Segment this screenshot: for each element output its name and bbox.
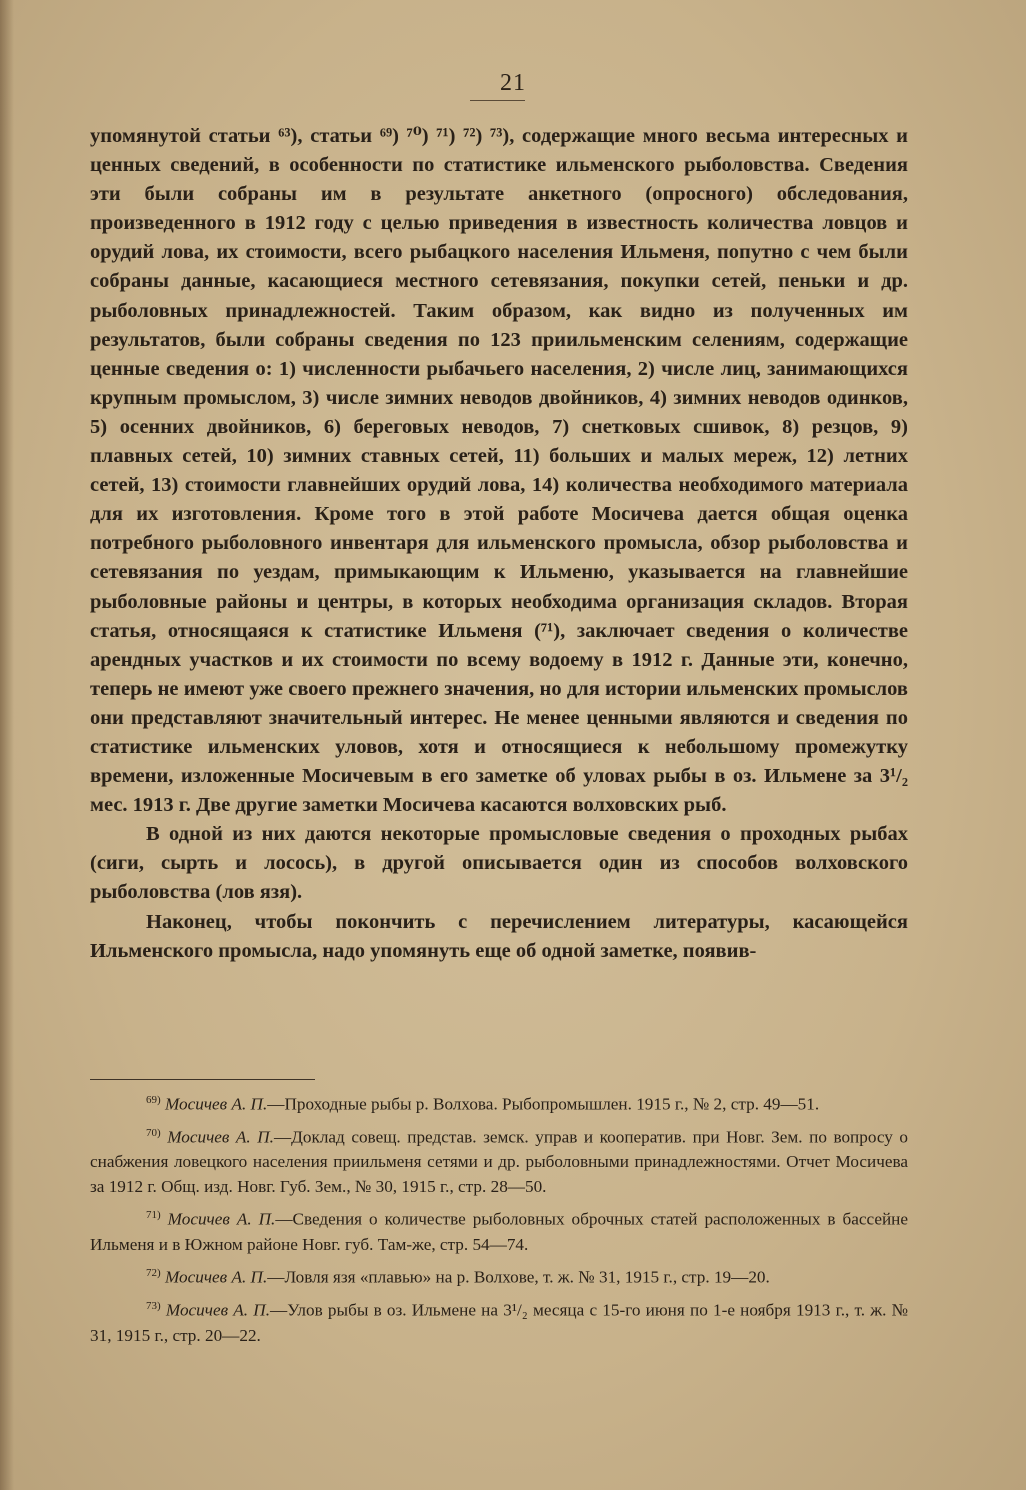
footnote-author: Мосичев А. П. bbox=[165, 1300, 271, 1320]
footnote-author: Мосичев А. П. bbox=[164, 1094, 268, 1114]
footnote-72 bbox=[90, 1261, 908, 1290]
page-number-underline bbox=[470, 100, 525, 101]
footnote-69 bbox=[90, 1088, 908, 1117]
footnote-separator bbox=[90, 1079, 315, 1080]
footnote-number: 71) bbox=[146, 1209, 161, 1222]
footnote-text: —Ловля язя «плавью» на р. Волхове, т. ж. № 31, 1915 г., стр. 19—20. bbox=[267, 1267, 770, 1287]
footnote-text: —Доклад совещ. представ. земск. управ и кооператив. при Новг. Зем. по вопросу о снабжения ловецкого населения приильменя сетями и др. рыболовными принадлежностями. Отчет Мосичева за 1912 г. Общ. изд. Новг. Губ. Зем., № 30, 1915 г., стр. 28—50. bbox=[90, 1127, 908, 1197]
footnote-author: Мосичев А. П. bbox=[167, 1210, 276, 1230]
page-edge-shadow bbox=[0, 0, 14, 1490]
footnote-author: Мосичев А. П. bbox=[167, 1127, 274, 1147]
footnote-number: 69) bbox=[146, 1094, 161, 1106]
main-text bbox=[90, 122, 908, 966]
footnote-number: 72) bbox=[146, 1267, 161, 1280]
footnote-text: —Улов рыбы в оз. Ильмене на 3¹/₂ месяца с 15-го июня по 1-е ноября 1913 г., т. ж. № 31, 1915 г., стр. 20—22. bbox=[90, 1300, 909, 1345]
paragraph-2: В одной из них даются некоторые промысловые сведения о проходных рыбах (сиги, сырть и лосось), в другой описывается один из способов волховского рыболовства (лов язя). bbox=[90, 823, 908, 904]
paragraph-3: Наконец, чтобы покончить с перечислением литературы, касающейся Ильменского промысла, надо упомянуть еще об одной заметке, появив- bbox=[90, 910, 908, 962]
footnote-text: —Проходные рыбы р. Волхова. Рыбопромышлен. 1915 г., № 2, стр. 49—51. bbox=[267, 1094, 820, 1114]
footnote-author: Мосичев А. П. bbox=[164, 1267, 268, 1287]
footnote-70 bbox=[90, 1121, 908, 1200]
footnote-text: —Сведения о количестве рыболовных оброчных статей расположенных в бассейне Ильменя и в Южном районе Новг. губ. Там-же, стр. 54—74. bbox=[90, 1210, 909, 1255]
footnotes bbox=[90, 1088, 908, 1352]
page-number: 21 bbox=[500, 70, 526, 96]
footnote-71 bbox=[90, 1203, 908, 1257]
footnote-number: 73) bbox=[146, 1299, 161, 1312]
footnote-73 bbox=[90, 1294, 908, 1348]
footnote-number: 70) bbox=[146, 1126, 161, 1139]
paragraph-1: упомянутой статьи ⁶³), статьи ⁶⁹) ⁷⁰) ⁷¹) ⁷²) ⁷³), содержащие много весьма интересных и ценных сведений, в особенности по статистике ильменского рыболовства. Сведения эти были собраны им в результате анкетного (опросного) обследования, произведенного в 1912 году с целью приведения в известность количества ловцов и орудий лова, их стоимости, всего рыбацкого населения Ильменя, попутно с чем были собраны данные, касающиеся местного сетевязания, покупки сетей, пеньки и др. рыболовных принадлежностей. Таким образом, как видно из полученных им результатов, были собраны сведения по 123 приильменским селениям, содержащие ценные сведения о: 1) численности рыбачьего населения, 2) числе лиц, занимающихся крупным промыслом, 3) числе зимних неводов двойников, 4) зимних неводов одинков, 5) осенних двойников, 6) береговых неводов, 7) снетковых сшивок, 8) резцов, 9) плавных сетей, 10) зимних ставных сетей, 11) больших и малых мереж, 12) летних сетей, 13) стоимости главнейших орудий лова, 14) количества необходимого материала для их изготовления. Кроме того в этой работе Мосичева дается общая оценка потребного рыболовного инвентаря для ильменского промысла, обзор рыболовства и сетевязания по уездам, примыкающим к Ильменю, указывается на главнейшие рыболовные районы и центры, в которых необходима организация складов. Вторая статья, относящаяся к статистике Ильменя (⁷¹), заключает сведения о количестве арендных участков и их стоимости по всему водоему в 1912 г. Данные эти, конечно, теперь не имеют уже своего прежнего значения, но для истории ильменских промыслов они представляют значительный интерес. Не менее ценными являются и сведения по статистике ильменских уловов, хотя и относящиеся к небольшому промежутку времени, изложенные Мосичевым в его заметке об уловах рыбы в оз. Ильмене за 3¹/₂ мес. 1913 г. Две другие заметки Мосичева касаются волховских рыб. bbox=[90, 125, 908, 817]
